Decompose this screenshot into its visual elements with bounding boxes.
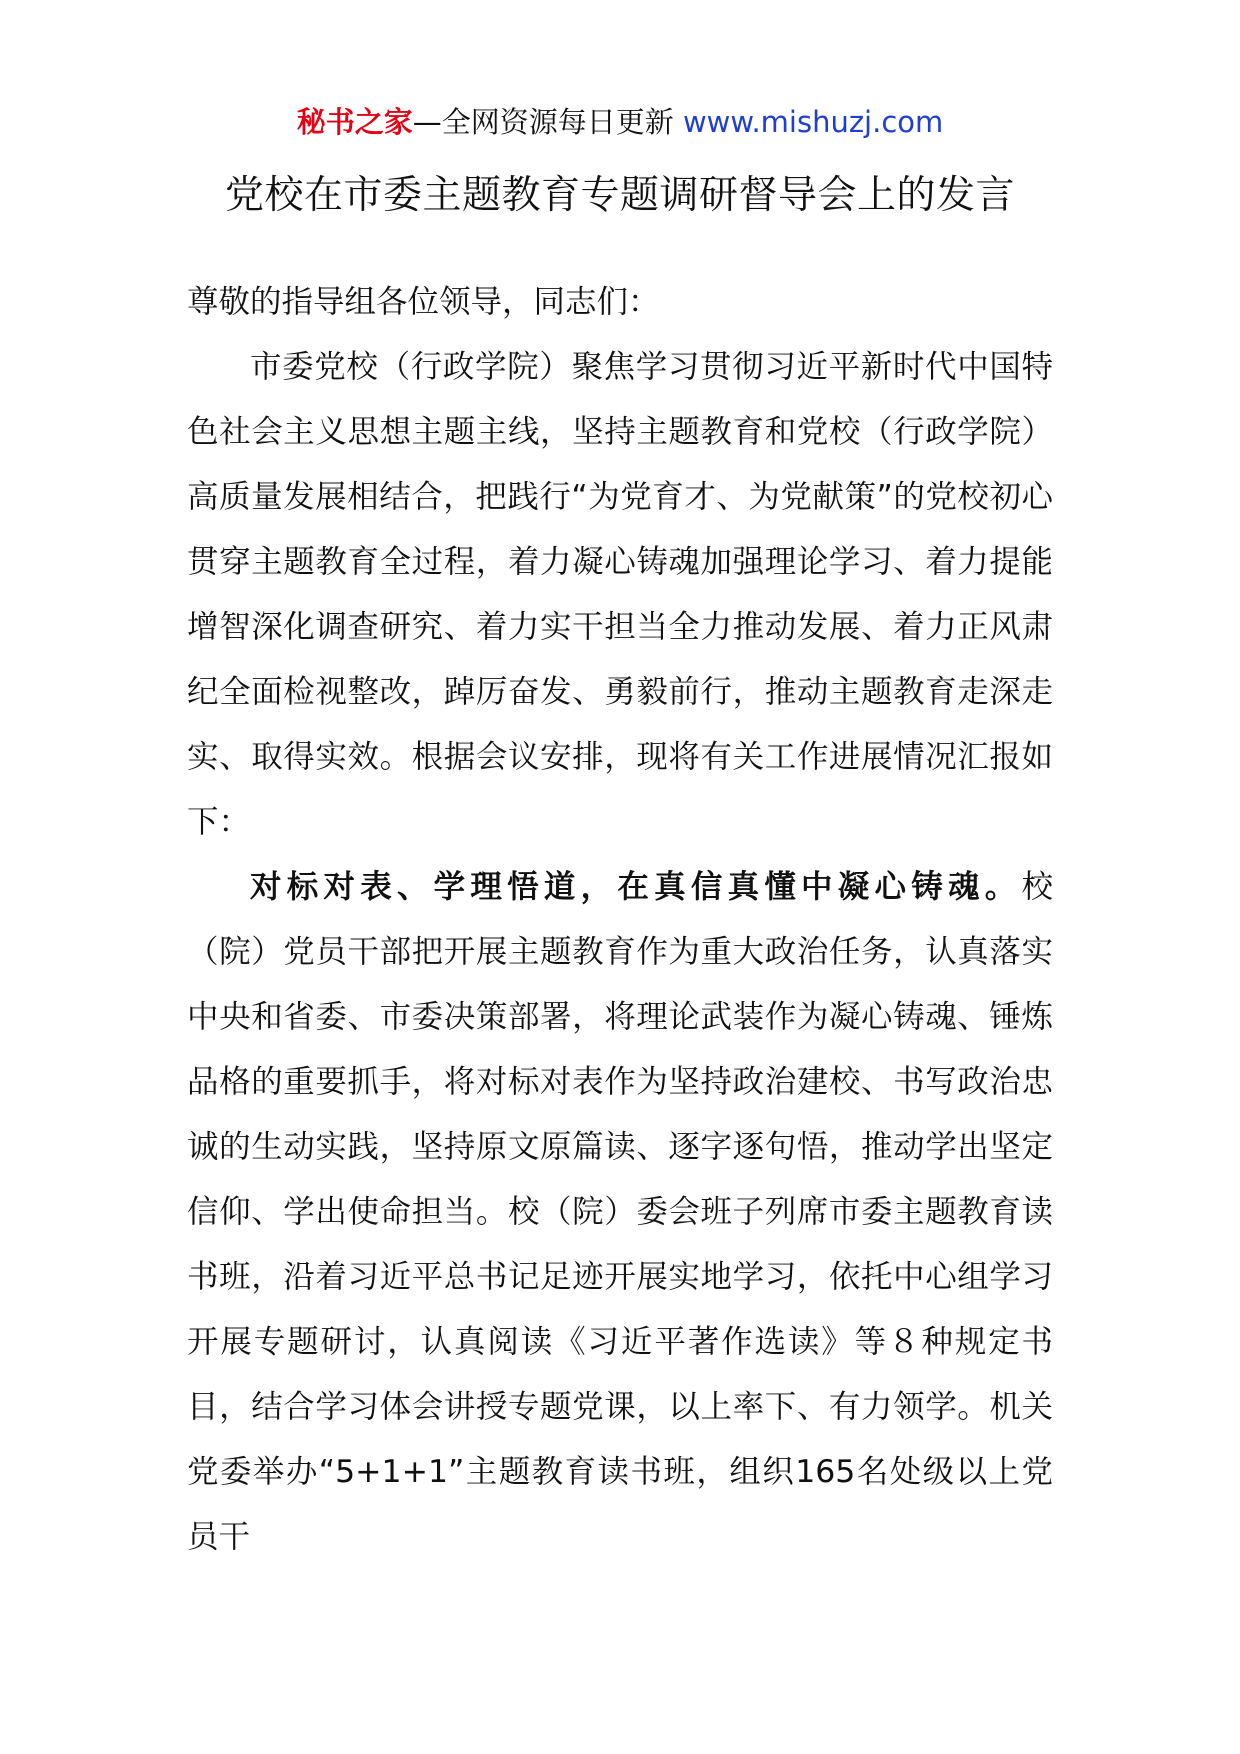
- brand-name: 秘书之家: [296, 105, 413, 139]
- salutation: 尊敬的指导组各位领导，同志们：: [187, 284, 660, 320]
- site-url: www.mishuzj.com: [682, 105, 944, 139]
- document-body: [187, 270, 1053, 1570]
- header-tagline: —全网资源每日更新: [412, 105, 683, 139]
- watermark-header: [0, 102, 1240, 142]
- section-text: 校（院）党员干部把开展主题教育作为重大政治任务，认真落实中央和省委、市委决策部署，将理论武装作为凝心铸魂、锤炼品格的重要抓手，将对标对表作为坚持政治建校、书写政治忠诚的生动实践，坚持原文原篇读、逐字逐句悟，推动学出坚定信仰、学出使命担当。校（院）委会班子列席市委主题教育读书班，沿着习近平总书记足迹开展实地学习，依托中心组学习开展专题研讨，认真阅读《习近平著作选读》等８种规定书目，结合学习体会讲授专题党课，以上率下、有力领学。机关党委举办“5+1+1”主题教育读书班，组织165名处级以上党员干: [187, 869, 1053, 1555]
- paragraph-intro: 市委党校（行政学院）聚焦学习贯彻习近平新时代中国特色社会主义思想主题主线，坚持主题教育和党校（行政学院）高质量发展相结合，把践行“为党育才、为党献策”的党校初心贯穿主题教育全过程，着力凝心铸魂加强理论学习、着力提能增智深化调查研究、着力实干担当全力推动发展、着力正风肃纪全面检视整改，踔厉奋发、勇毅前行，推动主题教育走深走实、取得实效。根据会议安排，现将有关工作进展情况汇报如下：: [187, 349, 1053, 840]
- section-lead: 对标对表、学理悟道，在真信真懂中凝心铸魂。: [250, 869, 1022, 905]
- document-title: 党校在市委主题教育专题调研督导会上的发言: [224, 173, 1015, 218]
- paragraph-section-1: [187, 855, 1053, 1570]
